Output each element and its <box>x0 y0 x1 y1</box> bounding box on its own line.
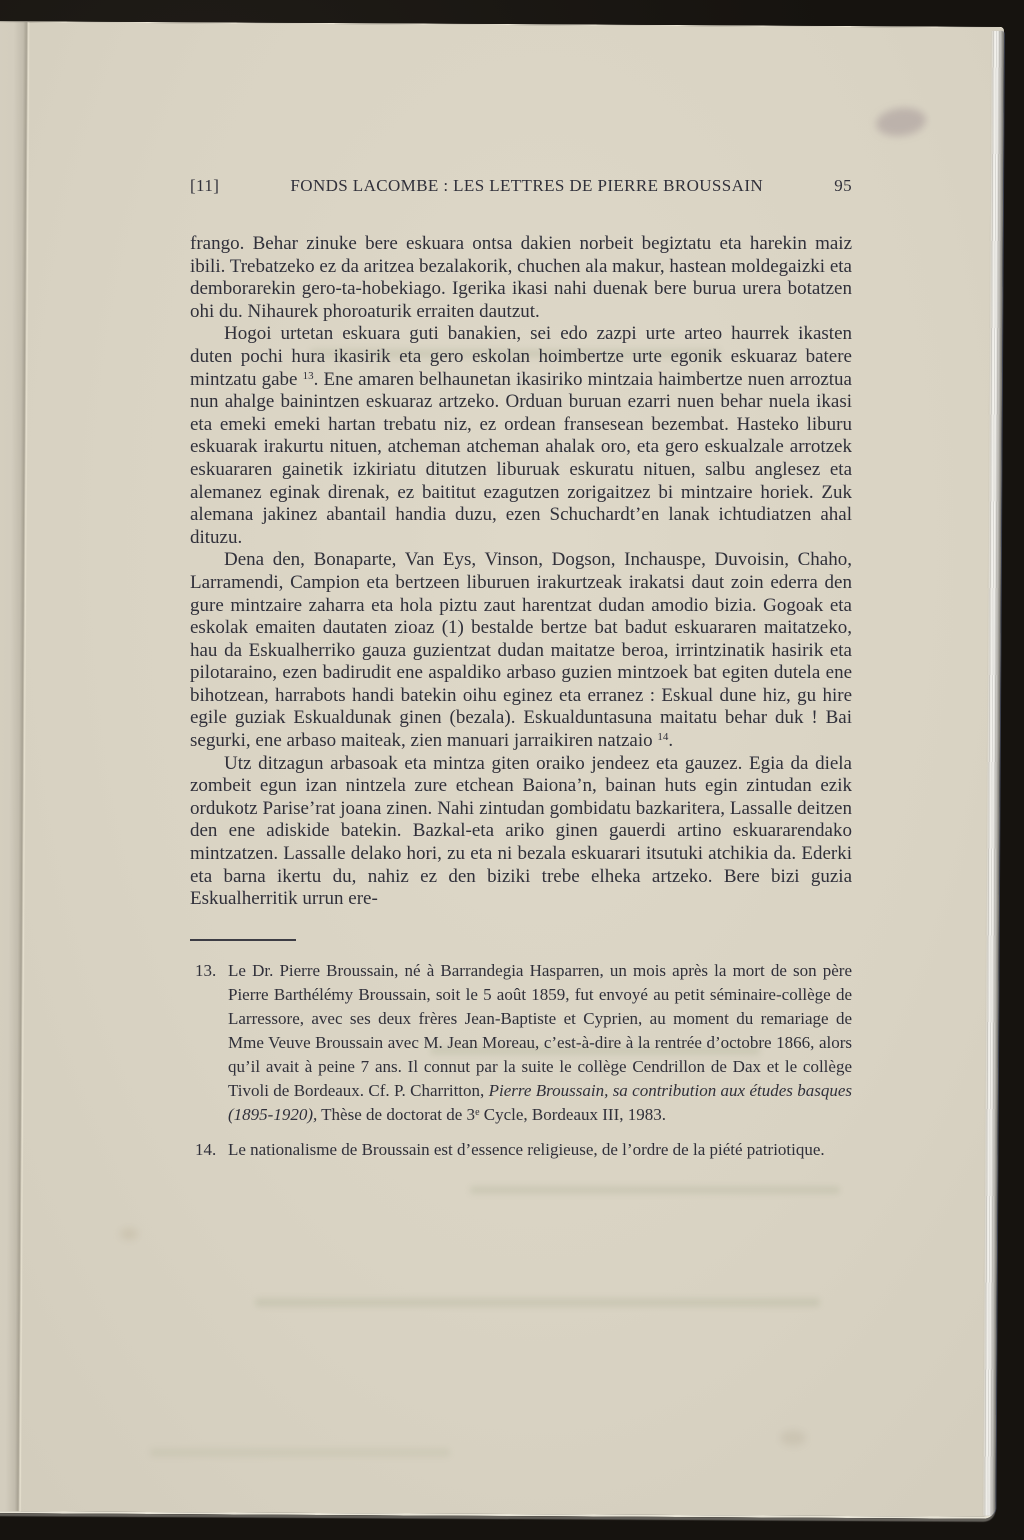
show-through-ghost <box>150 1448 450 1457</box>
show-through-ghost <box>255 1298 820 1307</box>
paragraph-text: . <box>668 730 674 752</box>
footnote-italic-title: Pierre Broussain, sa contribution aux études basques (1895-1920), <box>228 1080 852 1124</box>
ordinal-superscript: e <box>475 1106 480 1118</box>
body-paragraph-1: frango. Behar zinuke bere eskuara ontsa dakien norbeit begiztatu eta harekin maiz ibili. Trebatzeko ez da aritzea bezalakorik, chuchen ala makur, hastean moldegaizki eta demborarekin gero-ta-hobekiago. Igerika ikasi nahi duenak bere burua urera botatzen ohi du. Nihaurek phoroaturik erraiten dautzut. <box>190 233 852 322</box>
page-edge-stack <box>982 31 1004 1516</box>
header-title: FONDS LACOMBE : LES LETTRES DE PIERRE BROUSSAIN <box>290 176 764 195</box>
page-content <box>190 176 852 1173</box>
footnote-ref-14: 14 <box>657 731 669 744</box>
footnote-13 <box>190 959 852 1127</box>
footnote-text: Le nationalisme de Broussain est d’essence religieuse, de l’ordre de la piété patriotique. <box>228 1139 825 1159</box>
smudge-mark <box>120 1228 138 1240</box>
paragraph-text: Hogoi urtetan eskuara guti banakien, sei edo zazpi urte arteo haurrek ikasten duten pochi hura ikasirik eta gero eskolan hoimbertze urte egonik eskuaraz batere mintzatu gabe <box>190 323 852 390</box>
show-through-ghost <box>470 1186 840 1194</box>
body-paragraph-2 <box>190 323 852 549</box>
footnote-number: 14. <box>195 1139 217 1159</box>
footnote-14 <box>190 1138 852 1162</box>
page-gutter <box>0 22 30 1511</box>
smudge-mark <box>780 1430 806 1446</box>
body-paragraph-3 <box>190 549 852 752</box>
footnote-segment: Le Dr. Pierre Broussain, né à Barrandegia Hasparren, un mois après la mort de son père Pierre Barthélémy Broussain, soit le 5 août 1859, fut envoyé au petit séminaire-collège de Larressore, avec ses deux frères Jean-Baptiste et Cyprien, au moment du remariage de Mme Veuve Broussain avec M. Jean Moreau, c’est-à-dire à la rentrée d’octobre 1866, alors qu’il avait à peine 7 ans. Il connut par la suite le collège Cendrillon de Dax et le collège Tivoli de Bordeaux. Cf. P. Charritton, <box>228 960 852 1100</box>
footnotes-section <box>190 959 852 1162</box>
footnote-separator <box>190 939 296 941</box>
body-text <box>190 233 852 911</box>
footnote-text <box>228 959 852 1127</box>
footnote-number: 13. <box>195 960 217 980</box>
header-index: [11] <box>190 176 220 195</box>
footnote-ref-13: 13 <box>302 369 314 382</box>
body-paragraph-4: Utz ditzagun arbasoak eta mintza giten oraiko jendeez eta gauzez. Egia da diela zombeit egun izan nintzela zure etchean Baiona’n, bainan huts egin zintudan ezik ordukotz Parise’rat joana zinen. Nahi zintudan gombidatu bazkaritera, Lassalle deitzen den ene adiskide batekin. Bazkal-eta ariko ginen gauerdi artino eskuararendako mintzatzen. Lassalle delako hori, zu eta ni bezala eskuarari itsutuki atchikia da. Ederki eta barna ikertu du, nahiz ez den biziki trebe elheka artzeko. Bere bizi guzia Eskualherritik urrun ere- <box>190 752 852 910</box>
page-header <box>190 176 852 196</box>
paragraph-text: Dena den, Bonaparte, Van Eys, Vinson, Dogson, Inchauspe, Duvoisin, Chaho, Larramendi, Campion eta bertzeen liburuen irakurtzeak irakatsi daut zoin ederra den gure mintzaire zaharra eta hola piztu zaut harentzat dudan amodio bizia. Gogoak eta eskolak emaiten dautaten zioaz (1) bestalde bertze bat badut eskuararen maitatzeko, hau da Eskualherriko gauza guzientzat dudan maitatze beroa, irrintzinatik hasirik eta pilotaraino, ezen badirudit ene aspaldiko arbaso guzien mintzoek bat egiten dutela ene bihotzean, harrabots handi batekin oihu eginez eta erranez : Eskual dune hiz, gu hire egile guziak Eskualdunak ginen (bezala). Eskualduntasuna maitatu behar duk ! Bai segurki, ene arbaso maiteak, zien manuari jarraikiren natzaio <box>190 549 852 752</box>
paragraph-text: . Ene amaren belhaunetan ikasiriko mintzaia haimbertze nuen arroztua nun ahalge bainintzen eskuaraz artzeko. Orduan buruan ezarri nuen behar nuela ikasi eta emeki emeki hartan trebatu niz, ez ordean fransesean bezembat. Hasteko liburu eskuarak irakurtu nituen, atcheman atcheman ahalak oro, eta gero eskualzale arrotzek eskuararen gainetik izkiriatu ditutzen liburuak eskuratu nituen, salbu anglesez eta alemanez eginak direnak, ez baititut ezagutzen zorigaitzez bi mintzaire horiek. Zuk alemana jakinez abantail handia duzu, ezen Schuchardt’en lanak ichtudiatzen ahal dituzu. <box>190 368 852 548</box>
footnote-segment: Cycle, Bordeaux III, 1983. <box>479 1104 666 1124</box>
header-page-number: 95 <box>834 176 852 195</box>
footnote-segment: Thèse de doctorat de 3 <box>317 1104 476 1124</box>
